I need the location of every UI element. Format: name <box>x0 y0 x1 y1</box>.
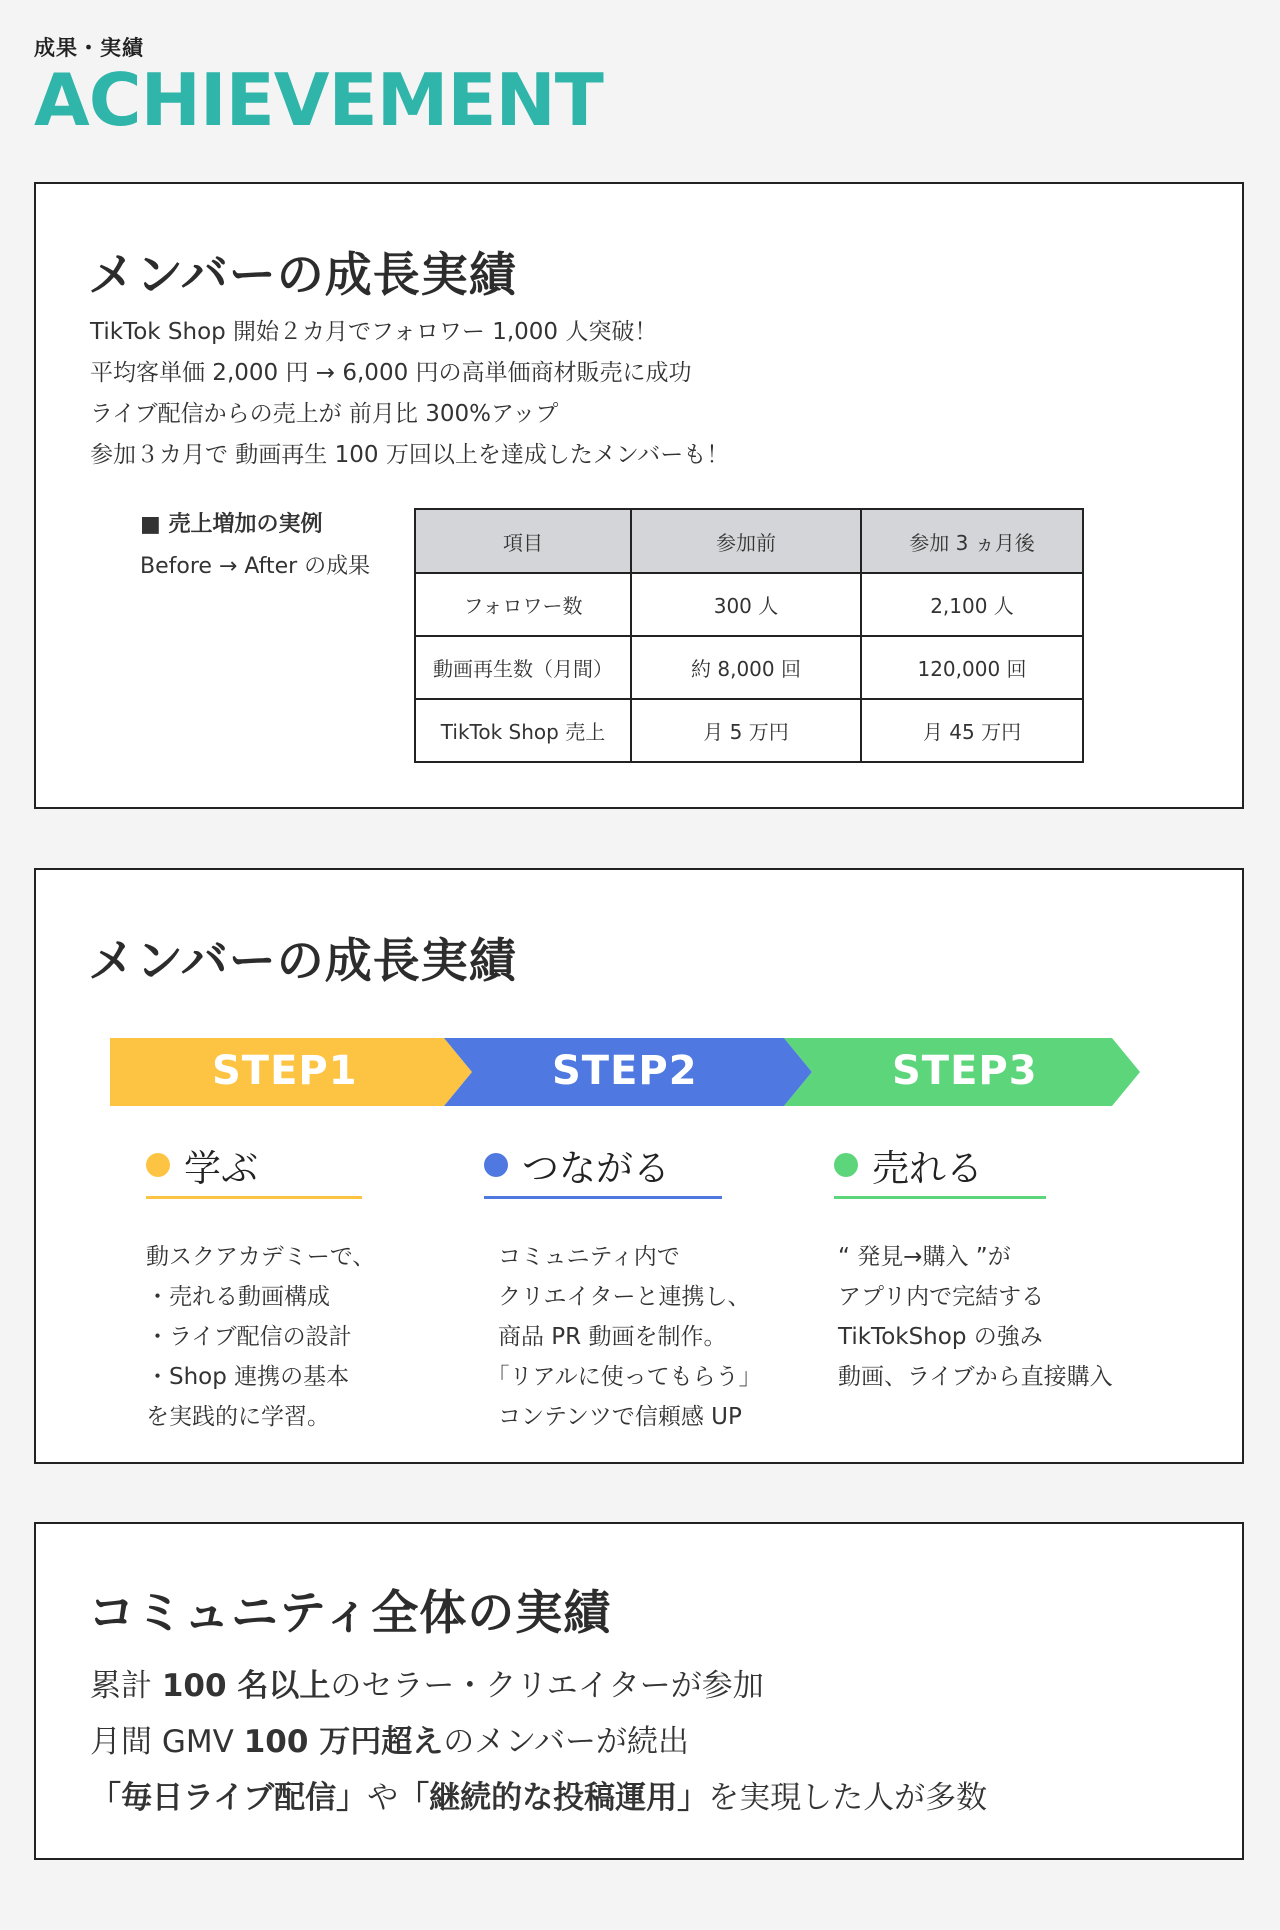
stat-text: 月間 GMV <box>90 1724 244 1760</box>
step3-label: STEP3 <box>892 1048 1038 1094</box>
header-title: ACHIEVEMENT <box>34 58 603 142</box>
result-item: ライブ配信からの売上が 前月比 300%アップ <box>90 401 559 427</box>
body-line: 動スクアカデミーで、 <box>146 1244 376 1270</box>
column-body <box>834 1237 1113 1397</box>
step2-label: STEP2 <box>552 1048 698 1094</box>
table-cell: TikTok Shop 売上 <box>415 699 631 762</box>
table-row <box>415 573 1083 636</box>
table-cell: 2,100 人 <box>861 573 1083 636</box>
body-line: ｢リアルに使ってもらう｣ <box>498 1364 751 1390</box>
stat-highlight: 「継続的な投稿運用」 <box>398 1780 709 1816</box>
stat-text: のメンバーが続出 <box>443 1724 690 1760</box>
body-line: ・売れる動画構成 <box>146 1284 330 1310</box>
stat-text: のセラー・クリエイターが参加 <box>330 1668 764 1704</box>
stat-line <box>90 1770 987 1826</box>
table-cell: 300 人 <box>631 573 861 636</box>
result-item: 平均客単価 2,000 円 → 6,000 円の高単価商材販売に成功 <box>90 360 692 386</box>
results-list <box>90 312 729 476</box>
growth-results-card <box>34 182 1244 809</box>
column-body <box>484 1237 751 1437</box>
yellow-dot-icon <box>146 1153 170 1177</box>
heading-underline <box>146 1196 362 1199</box>
heading-underline <box>834 1196 1046 1199</box>
body-line: コミュニティ内で <box>498 1244 680 1270</box>
table-cell: 月 45 万円 <box>861 699 1083 762</box>
column-header: 参加 3 ヵ月後 <box>861 509 1083 573</box>
page-header <box>34 32 603 142</box>
table-cell: 約 8,000 回 <box>631 636 861 699</box>
column-heading-text: 売れる <box>872 1147 983 1190</box>
table-cell: フォロワー数 <box>415 573 631 636</box>
body-line: を実践的に学習。 <box>146 1404 330 1430</box>
growth-steps-card <box>34 868 1244 1464</box>
body-line: “ 発見→購入 ”が <box>838 1244 1011 1270</box>
stat-highlight: 100 名以上 <box>161 1668 331 1704</box>
table-cell: 動画再生数（月間） <box>415 636 631 699</box>
stat-text: 累計 <box>90 1668 162 1704</box>
header-kicker: 成果・実績 <box>34 36 144 60</box>
body-line: クリエイターと連携し、 <box>498 1284 751 1310</box>
case-title: ■ 売上増加の実例 <box>140 512 323 537</box>
body-line: コンテンツで信頼感 UP <box>498 1404 742 1430</box>
body-line: 商品 PR 動画を制作。 <box>498 1324 727 1350</box>
step1-label: STEP1 <box>212 1048 358 1094</box>
column-heading-text: つながる <box>522 1147 670 1190</box>
result-item: 参加３カ月で 動画再生 100 万回以上を達成したメンバーも！ <box>90 442 730 468</box>
card-title: メンバーの成長実績 <box>88 934 517 989</box>
result-item: TikTok Shop 開始２カ月でフォロワー 1,000 人突破！ <box>90 319 658 345</box>
case-label <box>140 504 370 588</box>
table-cell: 月 5 万円 <box>631 699 861 762</box>
stat-highlight: 100 万円超え <box>243 1724 444 1760</box>
stat-line <box>90 1658 987 1714</box>
column-heading <box>834 1138 1113 1196</box>
column-heading-text: 学ぶ <box>184 1147 258 1190</box>
column-header: 項目 <box>415 509 631 573</box>
card-title: メンバーの成長実績 <box>88 248 517 303</box>
step-column-connect <box>484 1138 751 1437</box>
body-line: ・ライブ配信の設計 <box>146 1324 352 1350</box>
community-results-card <box>34 1522 1244 1860</box>
table-row <box>415 636 1083 699</box>
body-line: ・Shop 連携の基本 <box>146 1364 350 1390</box>
heading-underline <box>484 1196 722 1199</box>
column-body <box>146 1237 375 1437</box>
column-heading <box>484 1138 751 1196</box>
table-row <box>415 699 1083 762</box>
table-header-row <box>415 509 1083 573</box>
green-dot-icon <box>834 1153 858 1177</box>
community-stats <box>90 1658 987 1826</box>
body-line: TikTokShop の強み <box>838 1324 1043 1350</box>
step-column-learn <box>146 1138 375 1437</box>
stat-highlight: 「毎日ライブ配信」 <box>90 1780 368 1816</box>
stat-line <box>90 1714 987 1770</box>
column-heading <box>146 1138 375 1196</box>
column-header: 参加前 <box>631 509 861 573</box>
stat-text: を実現した人が多数 <box>708 1780 988 1816</box>
blue-dot-icon <box>484 1153 508 1177</box>
case-subtitle: Before → After の成果 <box>140 554 371 579</box>
body-line: 動画、ライブから直接購入 <box>838 1364 1113 1390</box>
table-cell: 120,000 回 <box>861 636 1083 699</box>
body-line: アプリ内で完結する <box>838 1284 1045 1310</box>
stat-text: や <box>367 1780 399 1816</box>
card-title: コミュニティ全体の実績 <box>88 1586 612 1641</box>
before-after-table <box>414 508 1084 763</box>
step-column-sell <box>834 1138 1113 1397</box>
